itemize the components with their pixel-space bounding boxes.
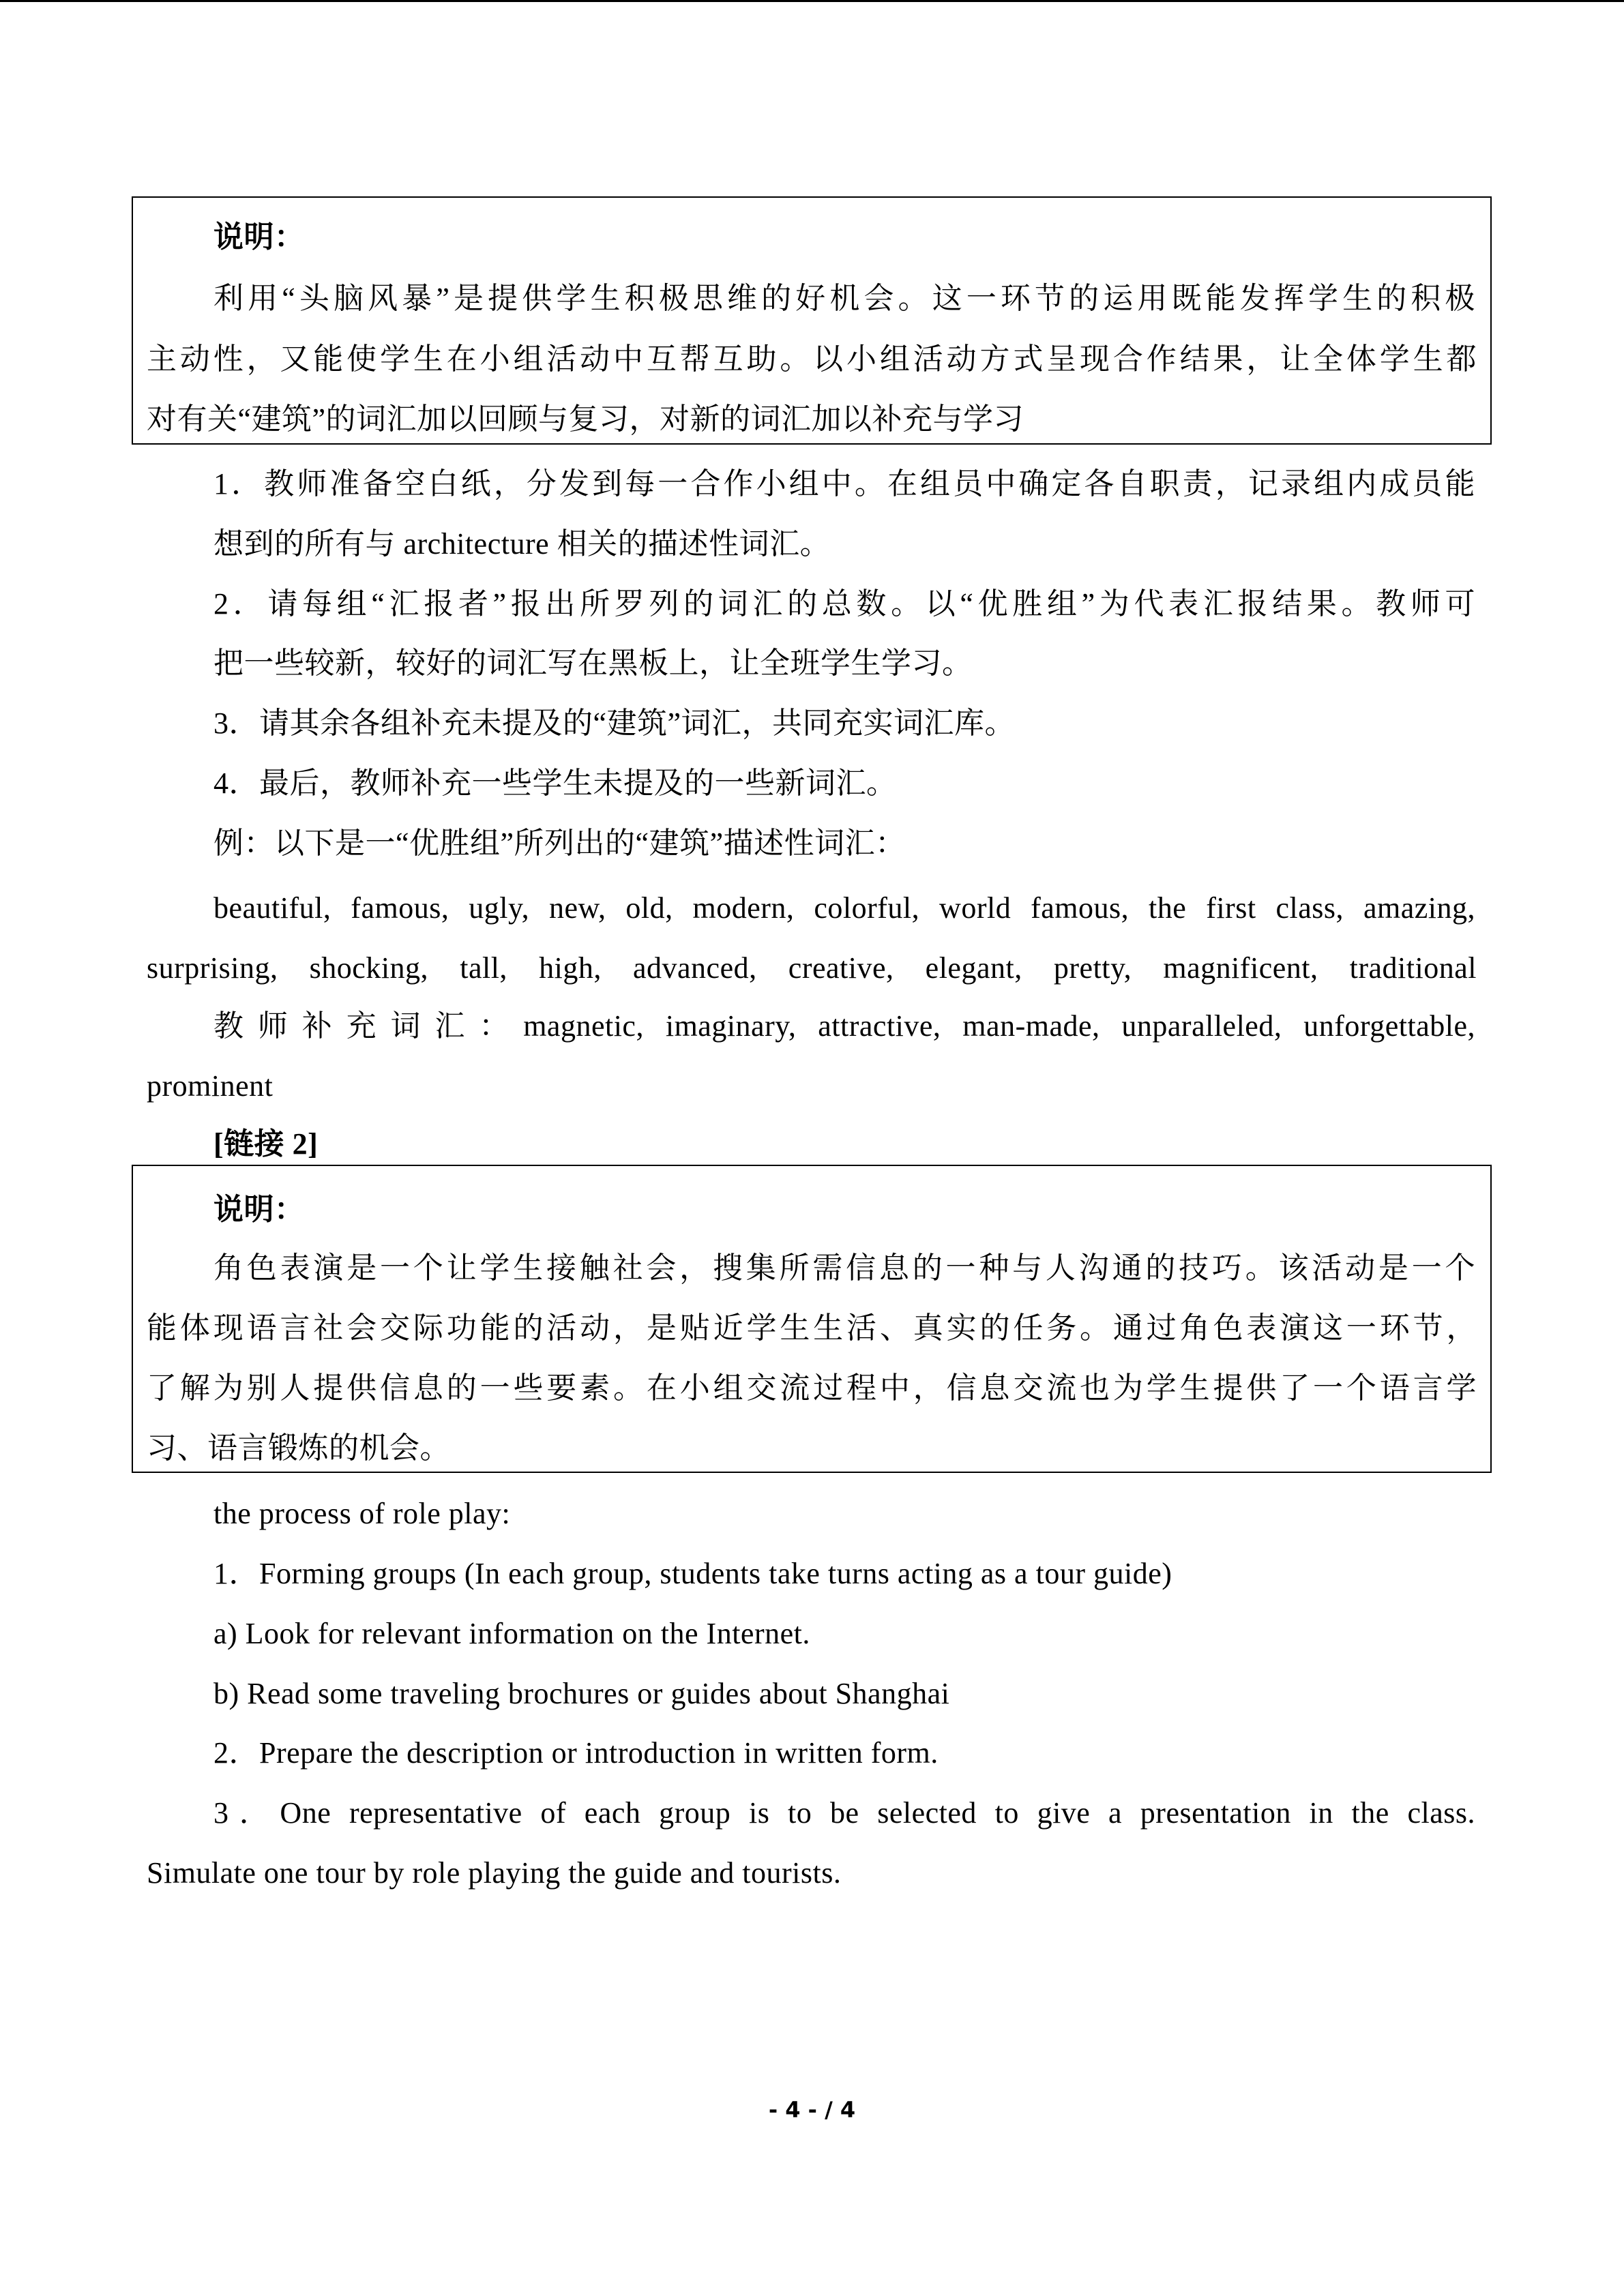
note-2-line-1: 角色表演是一个让学生接触社会，搜集所需信息的一种与人沟通的技巧。该活动是一个 bbox=[213, 1251, 1475, 1285]
role-play-step-2: 2．Prepare the description or introduction in written form. bbox=[213, 1736, 939, 1770]
role-play-step-1a: a) Look for relevant information on the Internet. bbox=[213, 1617, 810, 1650]
note-2-line-4: 习、语言锻炼的机会。 bbox=[147, 1431, 450, 1465]
step-1-line-1: 1．教师准备空白纸，分发到每一合作小组中。在组员中确定各自职责，记录组内成员能 bbox=[213, 467, 1475, 501]
note-1-title: 说明： bbox=[213, 220, 305, 254]
example-intro: 例：以下是一“优胜组”所列出的“建筑”描述性词汇： bbox=[213, 826, 906, 860]
note-1-line-1: 利用“头脑风暴”是提供学生积极思维的好机会。这一环节的运用既能发挥学生的积极 bbox=[213, 282, 1475, 315]
step-2-line-2: 把一些较新，较好的词汇写在黑板上，让全班学生学习。 bbox=[213, 646, 973, 680]
role-play-heading: the process of role play: bbox=[213, 1497, 511, 1530]
teacher-vocab-line-2: prominent bbox=[147, 1069, 274, 1103]
vocab-line-2: surprising, shocking, tall, high, advanced, creative, elegant, pretty, magnificent, traditional bbox=[147, 951, 1477, 985]
note-2-line-3: 了解为别人提供信息的一些要素。在小组交流过程中，信息交流也为学生提供了一个语言学 bbox=[147, 1371, 1477, 1405]
note-2-line-2: 能体现语言社会交际功能的活动，是贴近学生生活、真实的任务。通过角色表演这一环节， bbox=[147, 1311, 1477, 1345]
role-play-step-3-line-1: 3．One representative of each group is to be selected to give a presentation in the class. bbox=[213, 1796, 1475, 1830]
step-4: 4．最后，教师补充一些学生未提及的一些新词汇。 bbox=[213, 766, 897, 800]
step-2-line-1: 2．请每组“汇报者”报出所罗列的词汇的总数。以“优胜组”为代表汇报结果。教师可 bbox=[213, 587, 1475, 621]
note-1-line-3: 对有关“建筑”的词汇加以回顾与复习，对新的词汇加以补充与学习 bbox=[147, 402, 1024, 436]
step-1-line-2: 想到的所有与 architecture 相关的描述性词汇。 bbox=[213, 527, 831, 561]
role-play-step-1b: b) Read some traveling brochures or guides about Shanghai bbox=[213, 1677, 950, 1710]
vocab-line-1: beautiful, famous, ugly, new, old, modern, colorful, world famous, the first class, amazing, bbox=[213, 891, 1475, 925]
top-rule bbox=[0, 0, 1624, 2]
note-2-title: 说明： bbox=[213, 1193, 305, 1226]
teacher-vocab-line-1: 教师补充词汇：magnetic, imaginary, attractive, man-made, unparalleled, unforgettable, bbox=[213, 1009, 1475, 1043]
step-3: 3．请其余各组补充未提及的“建筑”词汇，共同充实词汇库。 bbox=[213, 706, 1016, 740]
page-number: - 4 - / 4 bbox=[768, 2097, 856, 2123]
role-play-step-3-line-2: Simulate one tour by role playing the guide and tourists. bbox=[147, 1856, 842, 1890]
note-1-line-2: 主动性，又能使学生在小组活动中互帮互助。以小组活动方式呈现合作结果，让全体学生都 bbox=[147, 342, 1477, 376]
role-play-step-1: 1．Forming groups (In each group, students take turns acting as a tour guide) bbox=[213, 1557, 1172, 1590]
link-2-label: [链接 2] bbox=[213, 1127, 319, 1161]
